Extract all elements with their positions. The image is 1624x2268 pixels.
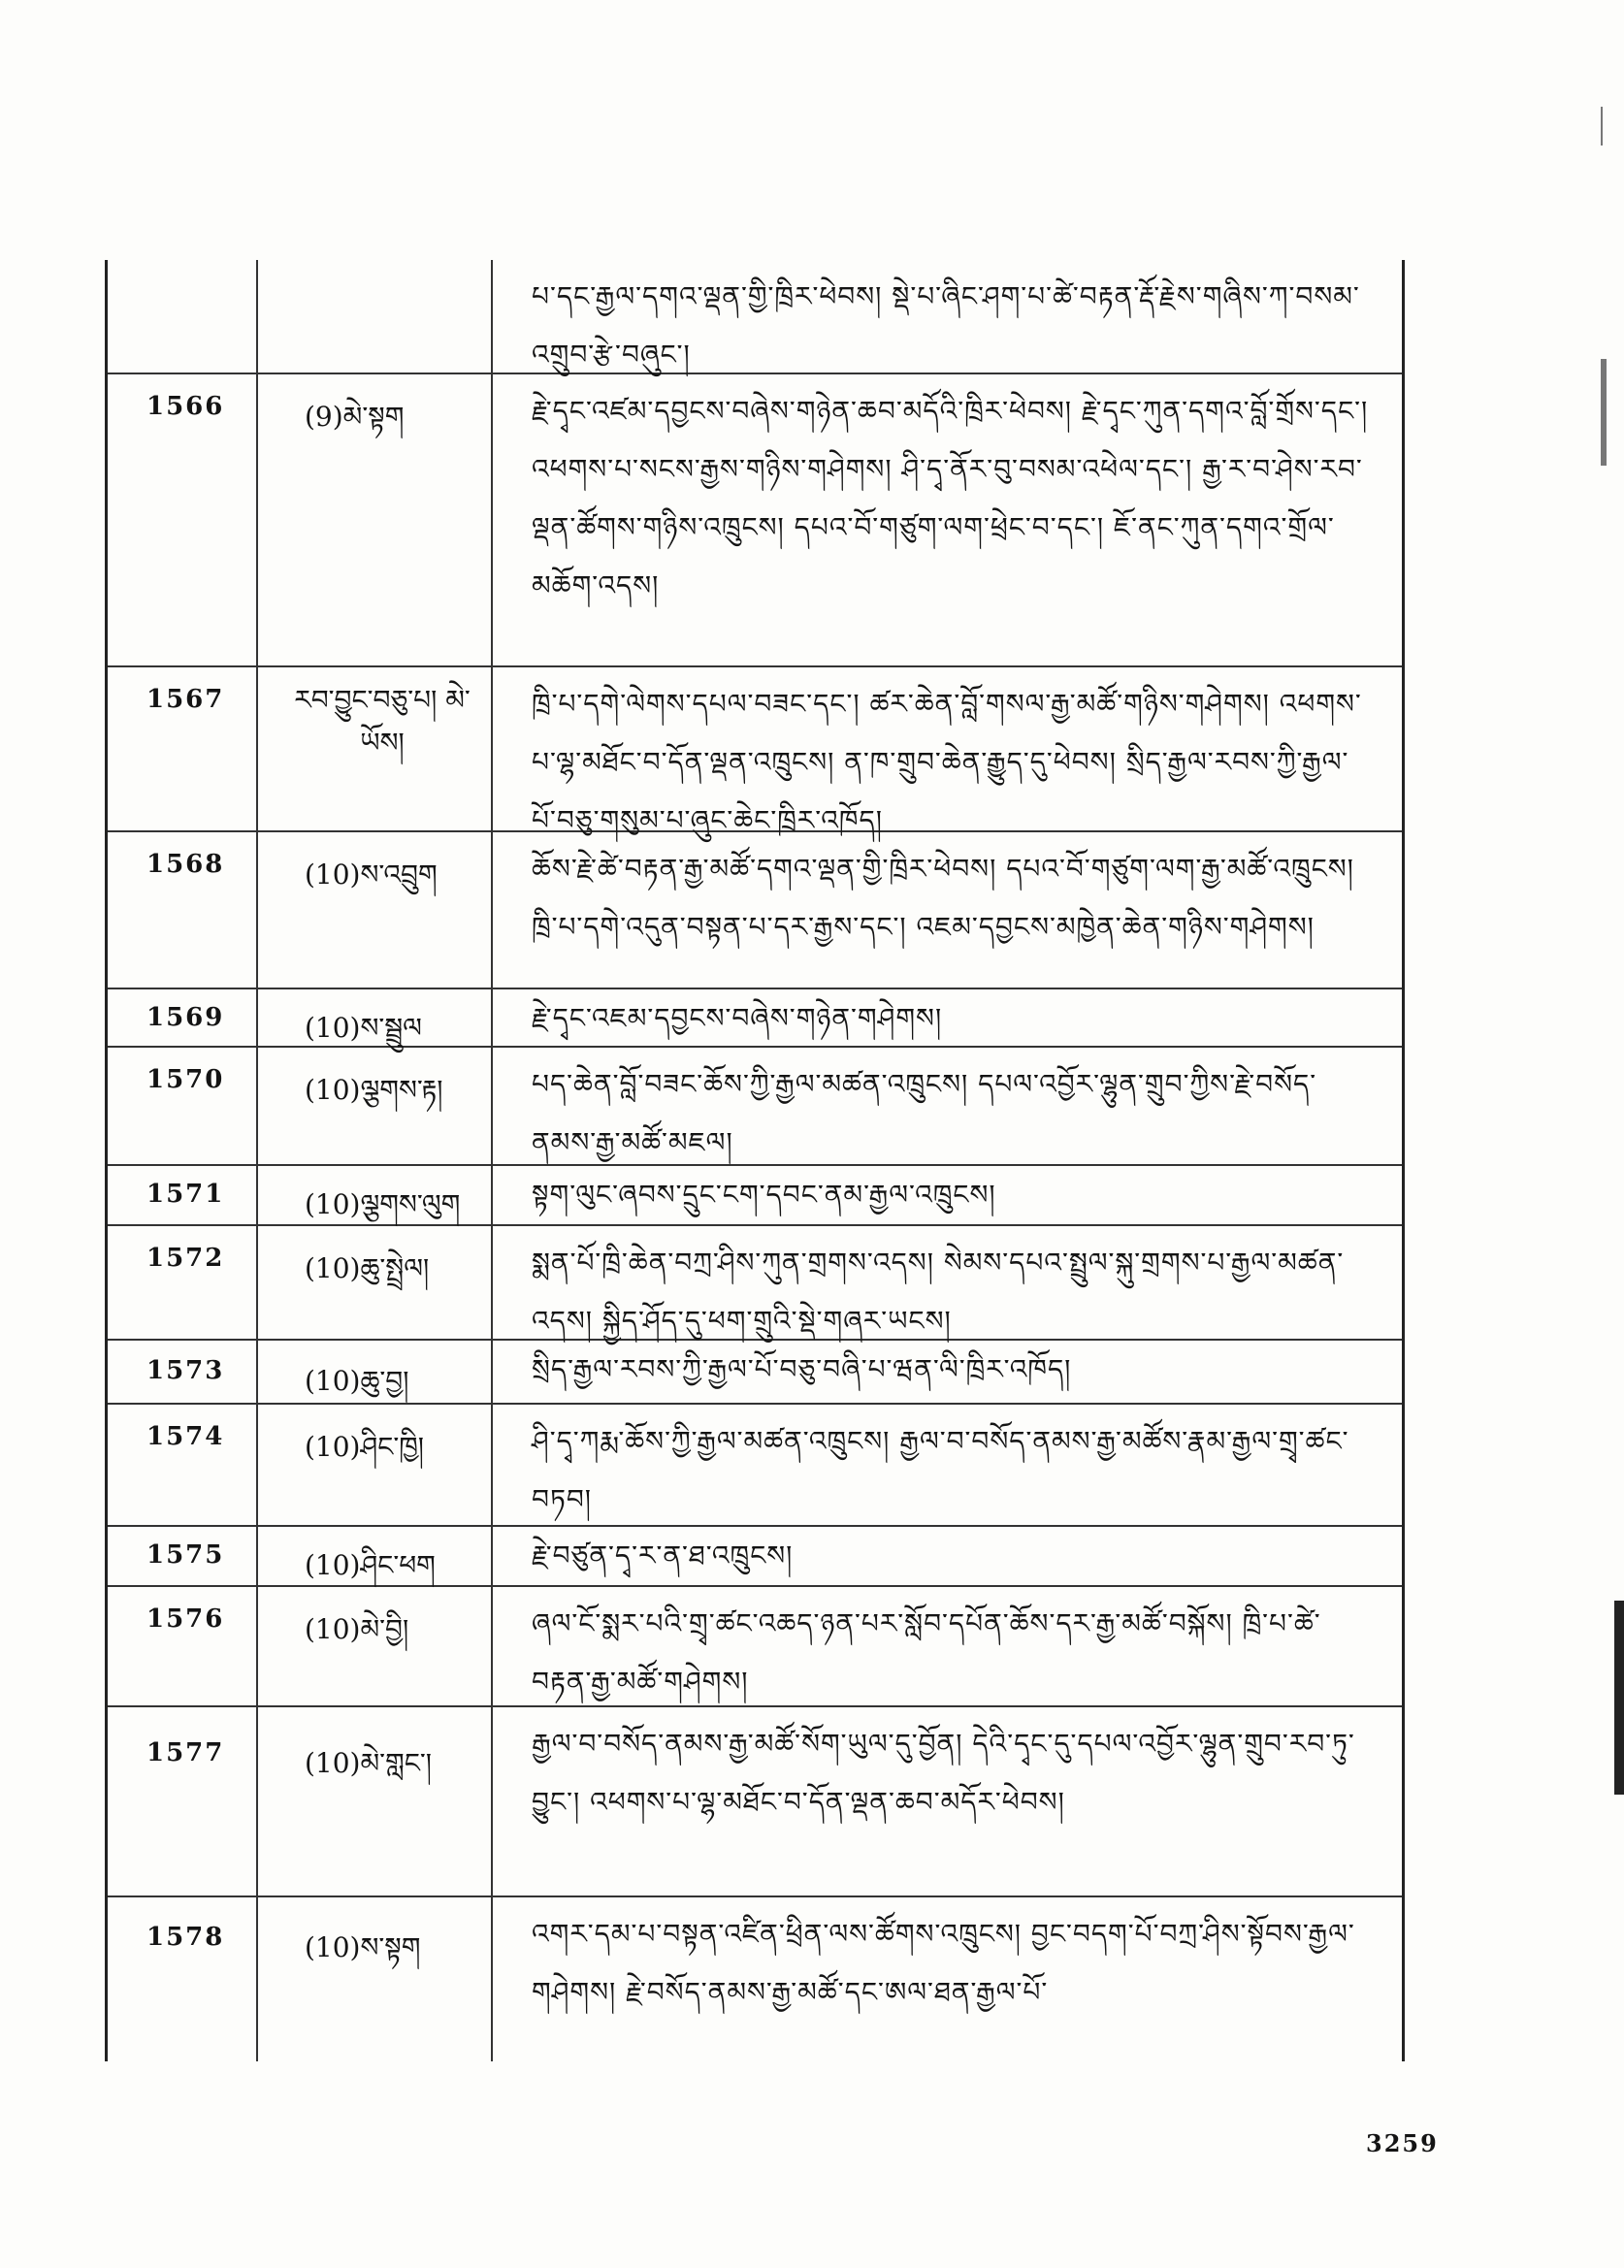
table-row [108, 260, 1402, 374]
date-text: (10)ལྕགས་ལུག [305, 1188, 461, 1220]
table-row [108, 1527, 1402, 1587]
event-text: རྗེ་བཙུན་དྭ་ར་ན་ཐ་འཁྲུངས། [532, 1539, 794, 1571]
year-text: 1566 [146, 392, 225, 421]
year-text: 1577 [146, 1738, 225, 1767]
event-text: སྟག་ལུང་ཞབས་དྲུང་ངག་དབང་ནམ་རྒྱལ་འཁྲུངས། [532, 1179, 996, 1211]
date-cell [258, 1341, 493, 1403]
year-text: 1570 [146, 1065, 225, 1094]
event-text: ཞལ་ངོ་སྨར་པའི་གྲྭ་ཚང་འཆད་ཉན་པར་སློབ་དཔོན་ཆོས་དར་རྒྱ་མཚོ་བསྐོས། ཁྲི་པ་ཚེ་བརྟན་རྒྱ་མཚོ་གཤེགས། [532, 1607, 1321, 1698]
year-text: 1572 [146, 1244, 225, 1273]
event-cell [493, 1341, 1402, 1403]
date-cell [258, 1587, 493, 1705]
table-row [108, 1897, 1402, 2061]
table-row [108, 667, 1402, 836]
table-row [108, 1587, 1402, 1707]
year-text: 1576 [146, 1604, 225, 1634]
event-text: པ་དང་རྒྱལ་དགའ་ལྡན་གྱི་ཁྲིར་ཕེབས། སྡེ་པ་ཞིང་ཤག་པ་ཚེ་བརྟན་རྡོ་རྗེས་གཞིས་ཀ་བསམ་འགྲུབ་རྩེ་བཞུང་། [532, 280, 1360, 371]
event-text: རྒྱལ་བ་བསོད་ནམས་རྒྱ་མཚོ་སོག་ཡུལ་དུ་བྱོན། དེའི་དྭང་དུ་དཔལ་འབྱོར་ལྷུན་གྲུབ་རབ་ཏུ་བྱུང་། འཕགས་པ་ལྷ་མཐོང་བ་དོན་ལྡན་ཆབ་མདོར་ཕེབས། [532, 1728, 1355, 1818]
event-cell [493, 1405, 1402, 1525]
year-cell [108, 260, 258, 373]
date-cell [258, 989, 493, 1046]
date-text: རབ་བྱུང་བཅུ་པ། མེ་ཡོས། [294, 684, 471, 759]
year-cell [108, 1226, 258, 1339]
date-cell [258, 1166, 493, 1224]
date-text: (10)མེ་བྱི། [305, 1613, 409, 1645]
year-cell [108, 832, 258, 988]
date-text: (10)ཤིང་ཕག [305, 1549, 436, 1581]
date-cell [258, 260, 493, 373]
chronology-table [105, 260, 1405, 2061]
year-cell [108, 989, 258, 1046]
event-text: པད་ཆེན་བློ་བཟང་ཆོས་ཀྱི་རྒྱལ་མཚན་འཁྲུངས། དཔལ་འབྱོར་ལྷུན་གྲུབ་ཀྱིས་རྗེ་བསོད་ནམས་རྒྱ་མཚོ་མཇལ། [532, 1068, 1317, 1158]
year-cell [108, 1587, 258, 1705]
date-cell [258, 1527, 493, 1585]
event-text: ཆོས་རྗེ་ཚེ་བརྟན་རྒྱ་མཚོ་དགའ་ལྡན་གྱི་ཁྲིར་ཕེབས། དཔའ་བོ་གཙུག་ལག་རྒྱ་མཚོ་འཁྲུངས། ཁྲི་པ་དགེ་འདུན་བསྟན་པ་དར་རྒྱས་དང་། འཇམ་དབྱངས་མཁྱེན་ཆེན་གཉིས་གཤེགས། [532, 853, 1354, 943]
year-cell [108, 1527, 258, 1585]
date-cell [258, 1048, 493, 1164]
year-text: 1573 [146, 1356, 225, 1385]
year-text: 1578 [146, 1923, 225, 1952]
scan-edge-mark [1601, 107, 1603, 146]
event-cell [493, 989, 1402, 1046]
year-cell [108, 667, 258, 830]
table-row [108, 1341, 1402, 1405]
date-text: (10)མེ་གླང་། [305, 1747, 432, 1779]
event-cell [493, 1707, 1402, 1895]
date-text: (10)ཆུ་བྱ། [305, 1365, 409, 1397]
year-cell [108, 1166, 258, 1224]
event-text: ཁྲི་པ་དགེ་ལེགས་དཔལ་བཟང་དང་། ཚར་ཆེན་བློ་གསལ་རྒྱ་མཚོ་གཉིས་གཤེགས། འཕགས་པ་ལྷ་མཐོང་བ་དོན་ལྡན་འཁྲུངས། ན་ཁ་གྲུབ་ཆེན་རྒྱུད་དུ་ཕེབས། སྲིད་རྒྱལ་རབས་ཀྱི་རྒྱལ་པོ་བཅུ་གསུམ་པ་ཞུང་ཆེང་ཁྲིར་འཁོད། [532, 688, 1362, 836]
date-text: (10)ས་སྦྲུལ [305, 1012, 422, 1044]
date-text: (10)ས་སྟག [305, 1931, 421, 1963]
event-cell [493, 1897, 1402, 2061]
event-cell [493, 1048, 1402, 1164]
year-text: 1571 [146, 1180, 225, 1209]
date-cell [258, 667, 493, 830]
event-text: སྲིད་རྒྱལ་རབས་ཀྱི་རྒྱལ་པོ་བཅུ་བཞི་པ་ཝན་ལི་ཁྲིར་འཁོད། [532, 1353, 1072, 1385]
year-text: 1574 [146, 1422, 225, 1451]
date-text: (10)ས་འབྲུག [305, 859, 438, 891]
date-text: (10)ཤིང་ཁྱི། [305, 1431, 425, 1463]
date-cell [258, 1226, 493, 1339]
table-row [108, 1707, 1402, 1897]
date-text: (9)མེ་སྟག [305, 401, 405, 433]
year-text: 1569 [146, 1003, 225, 1032]
event-cell [493, 1587, 1402, 1705]
scan-edge-mark [1601, 359, 1607, 466]
event-text: རྗེ་དྭང་འཇམ་དབྱངས་བཞེས་གཉེན་གཤེགས། [532, 1002, 943, 1034]
event-text: རྗེ་དྭང་འཛམ་དབྱངས་བཞེས་གཉེན་ཆབ་མདོའི་ཁྲིར་ཕེབས། རྗེ་དྭང་ཀུན་དགའ་བློ་གྲོས་དང་། འཕགས་པ་སངས་རྒྱས་གཉིས་གཤེགས། ཤི་དྭ་ནོར་བུ་བསམ་འཕེལ་དང་། རྒྱ་ར་བ་ཤེས་རབ་ལྡན་ཚོགས་གཉིས་འཁྲུངས། དཔའ་བོ་གཙུག་ལག་ཕྲེང་བ་དང་། ཇོ་ནང་ཀུན་དགའ་གྲོལ་མཆོག་འདས། [532, 395, 1369, 601]
event-text: སྨན་པོ་ཁྲི་ཆེན་བཀྲ་ཤིས་ཀུན་གྲགས་འདས། སེམས་དཔའ་སྤྲུལ་སྐུ་གྲགས་པ་རྒྱལ་མཚན་འདས། སྐྱིད་ཤོད་དུ་ཕག་གྲུའི་སྡེ་གཞར་ཡངས། [532, 1247, 1345, 1337]
event-text: འགར་དམ་པ་བསྟན་འཛིན་ཕྲིན་ལས་ཚོགས་འཁྲུངས། བྱང་བདག་པོ་བཀྲ་ཤིས་སྟོབས་རྒྱལ་གཤེགས། རྗེ་བསོད་ནམས་རྒྱ་མཚོ་དང་ཨལ་ཐན་རྒྱལ་པོ་ [532, 1918, 1355, 2008]
table-row [108, 989, 1402, 1048]
table-row [108, 1166, 1402, 1226]
event-cell [493, 374, 1402, 665]
year-cell [108, 1341, 258, 1403]
event-cell [493, 1166, 1402, 1224]
table-row [108, 374, 1402, 667]
date-cell [258, 832, 493, 988]
year-text: 1567 [146, 685, 225, 714]
scan-edge-bar [1614, 1601, 1624, 1795]
year-cell [108, 1405, 258, 1525]
event-cell [493, 832, 1402, 988]
date-cell [258, 1897, 493, 2061]
date-text: (10)ཆུ་སྤྲེལ། [305, 1252, 430, 1284]
table-row [108, 1048, 1402, 1166]
year-text: 1575 [146, 1540, 225, 1570]
table-row [108, 1405, 1402, 1527]
year-cell [108, 1897, 258, 2061]
event-text: ཤི་དྭ་ཀརྨ་ཆོས་ཀྱི་རྒྱལ་མཚན་འཁྲུངས། རྒྱལ་བ་བསོད་ནམས་རྒྱ་མཚོས་རྣམ་རྒྱལ་གྲྭ་ཚང་བཏབ། [532, 1425, 1349, 1515]
date-cell [258, 1405, 493, 1525]
date-text: (10)ལྕགས་རྟ། [305, 1074, 443, 1106]
year-cell [108, 1707, 258, 1895]
year-cell [108, 374, 258, 665]
event-cell [493, 667, 1402, 836]
page-number: 3259 [1366, 2129, 1439, 2157]
date-cell [258, 374, 493, 665]
event-cell [493, 1527, 1402, 1585]
event-cell [493, 1226, 1402, 1339]
date-cell [258, 1707, 493, 1895]
event-cell [493, 260, 1402, 373]
year-cell [108, 1048, 258, 1164]
year-text: 1568 [146, 850, 225, 879]
table-row [108, 1226, 1402, 1341]
table-row [108, 832, 1402, 989]
